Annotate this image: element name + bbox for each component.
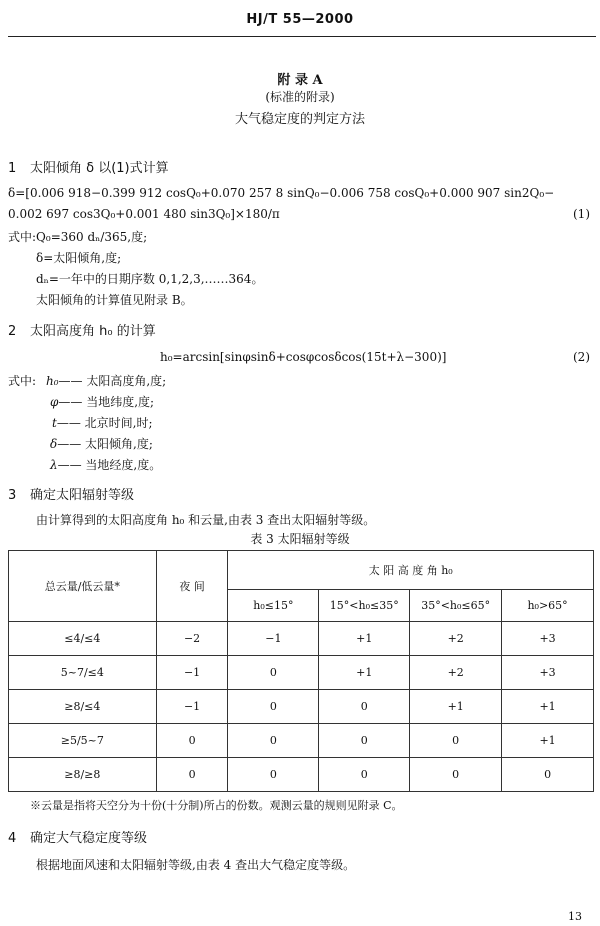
section-4-number: 4 bbox=[8, 831, 17, 846]
table-3-footnote: ※云量是指将天空分为十份(十分制)所占的份数。观测云量的规则见附录 C。 bbox=[30, 799, 403, 812]
equation-1-number: (1) bbox=[573, 207, 590, 221]
section-4-heading bbox=[8, 827, 147, 846]
equation-2-number: (2) bbox=[573, 350, 590, 364]
cell-cloud: ≥5/5~7 bbox=[9, 724, 157, 758]
table-row bbox=[9, 724, 594, 758]
col-header-range: 35°<h₀≤65° bbox=[410, 590, 502, 622]
cell-value: 0 bbox=[228, 690, 319, 724]
def-symbol: t bbox=[52, 416, 57, 430]
cell-value: +1 bbox=[319, 622, 410, 656]
col-header-range: h₀≤15° bbox=[228, 590, 319, 622]
def-symbol: h₀ bbox=[46, 374, 59, 388]
col-header-range: h₀>65° bbox=[502, 590, 594, 622]
section-3-number: 3 bbox=[8, 488, 17, 503]
standard-header: HJ/T 55—2000 bbox=[246, 12, 354, 27]
where-1-delta: δ=太阳倾角,度; bbox=[36, 251, 122, 265]
def-text: —— 北京时间,时; bbox=[56, 416, 153, 430]
cell-value: +2 bbox=[410, 622, 502, 656]
cell-night: 0 bbox=[156, 758, 228, 792]
cell-cloud: ≤4/≤4 bbox=[9, 622, 157, 656]
cell-night: −2 bbox=[156, 622, 228, 656]
section-4-title: 确定大气稳定度等级 bbox=[30, 831, 148, 846]
section-3-title: 确定太阳辐射等级 bbox=[30, 488, 135, 503]
cell-night: −1 bbox=[156, 690, 228, 724]
col-header-solar-angle: 太 阳 高 度 角 h₀ bbox=[228, 551, 594, 590]
col-header-night: 夜 间 bbox=[156, 551, 228, 622]
cell-cloud: 5~7/≤4 bbox=[9, 656, 157, 690]
section-1-number: 1 bbox=[8, 161, 17, 176]
where-2-def-phi bbox=[50, 393, 154, 410]
cell-value: 0 bbox=[319, 724, 410, 758]
section-3-heading bbox=[8, 484, 134, 503]
table-row bbox=[9, 758, 594, 792]
equation-1-line-2: 0.002 697 cos3Q₀+0.001 480 sin3Q₀]×180/π bbox=[8, 207, 280, 221]
cell-value: +1 bbox=[319, 656, 410, 690]
header-rule bbox=[8, 36, 596, 37]
section-4-text: 根据地面风速和太阳辐射等级,由表 4 查出大气稳定度等级。 bbox=[36, 858, 356, 872]
cell-value: 0 bbox=[228, 724, 319, 758]
table-row bbox=[9, 690, 594, 724]
cell-night: 0 bbox=[156, 724, 228, 758]
def-text: —— 当地纬度,度; bbox=[58, 395, 155, 409]
def-text: —— 太阳倾角,度; bbox=[57, 437, 153, 451]
section-2-heading bbox=[8, 320, 156, 339]
def-symbol: λ bbox=[50, 458, 58, 472]
radiation-level-table bbox=[8, 550, 594, 792]
where-1-q0: 式中:Q₀=360 dₙ/365,度; bbox=[8, 230, 148, 244]
appendix-label: 附 录 A bbox=[277, 73, 323, 88]
section-1-heading bbox=[8, 157, 169, 176]
def-symbol: δ bbox=[50, 437, 58, 451]
where-2-def-delta bbox=[50, 435, 153, 452]
where-2-def-t bbox=[52, 414, 153, 431]
cell-cloud: ≥8/≥8 bbox=[9, 758, 157, 792]
cell-night: −1 bbox=[156, 656, 228, 690]
cell-value: 0 bbox=[228, 758, 319, 792]
appendix-type: (标准的附录) bbox=[265, 90, 335, 104]
cell-value: 0 bbox=[319, 690, 410, 724]
col-header-cloud: 总云量/低云量* bbox=[9, 551, 157, 622]
def-symbol: φ bbox=[50, 395, 59, 409]
cell-cloud: ≥8/≤4 bbox=[9, 690, 157, 724]
cell-value: +3 bbox=[502, 622, 594, 656]
section-3-text: 由计算得到的太阳高度角 h₀ 和云量,由表 3 查出太阳辐射等级。 bbox=[36, 513, 376, 527]
equation-2: h₀=arcsin[sinφsinδ+cosφcosδcos(15t+λ−300)] bbox=[160, 350, 447, 364]
where-2-def-lambda bbox=[50, 456, 161, 473]
cell-value: 0 bbox=[410, 724, 502, 758]
table-3-caption: 表 3 太阳辐射等级 bbox=[250, 532, 350, 546]
cell-value: 0 bbox=[410, 758, 502, 792]
cell-value: 0 bbox=[319, 758, 410, 792]
page-number: 13 bbox=[568, 910, 582, 923]
cell-value: 0 bbox=[228, 656, 319, 690]
def-text: —— 太阳高度角,度; bbox=[58, 374, 167, 388]
def-text: —— 当地经度,度。 bbox=[57, 458, 162, 472]
table-header-row bbox=[9, 551, 594, 590]
where-2-def-h0 bbox=[46, 372, 166, 389]
section-2-title: 太阳高度角 h₀ 的计算 bbox=[30, 324, 156, 339]
appendix-title: 大气稳定度的判定方法 bbox=[234, 112, 365, 127]
section-2-number: 2 bbox=[8, 324, 17, 339]
section-1-note: 太阳倾角的计算值见附录 B。 bbox=[36, 293, 193, 307]
equation-1-line-1: δ=[0.006 918−0.399 912 cosQ₀+0.070 257 8 sinQ₀−0.006 758 cosQ₀+0.000 907 sin2Q₀− bbox=[8, 186, 555, 200]
cell-value: +1 bbox=[502, 690, 594, 724]
cell-value: +1 bbox=[502, 724, 594, 758]
table-row bbox=[9, 656, 594, 690]
cell-value: +2 bbox=[410, 656, 502, 690]
cell-value: +3 bbox=[502, 656, 594, 690]
cell-value: −1 bbox=[228, 622, 319, 656]
table-row bbox=[9, 622, 594, 656]
col-header-range: 15°<h₀≤35° bbox=[319, 590, 410, 622]
where-1-dn: dₙ=一年中的日期序数 0,1,2,3,……364。 bbox=[36, 272, 264, 286]
where-2-intro: 式中: bbox=[8, 374, 37, 388]
cell-value: 0 bbox=[502, 758, 594, 792]
section-1-title: 太阳倾角 δ 以(1)式计算 bbox=[30, 161, 169, 176]
cell-value: +1 bbox=[410, 690, 502, 724]
